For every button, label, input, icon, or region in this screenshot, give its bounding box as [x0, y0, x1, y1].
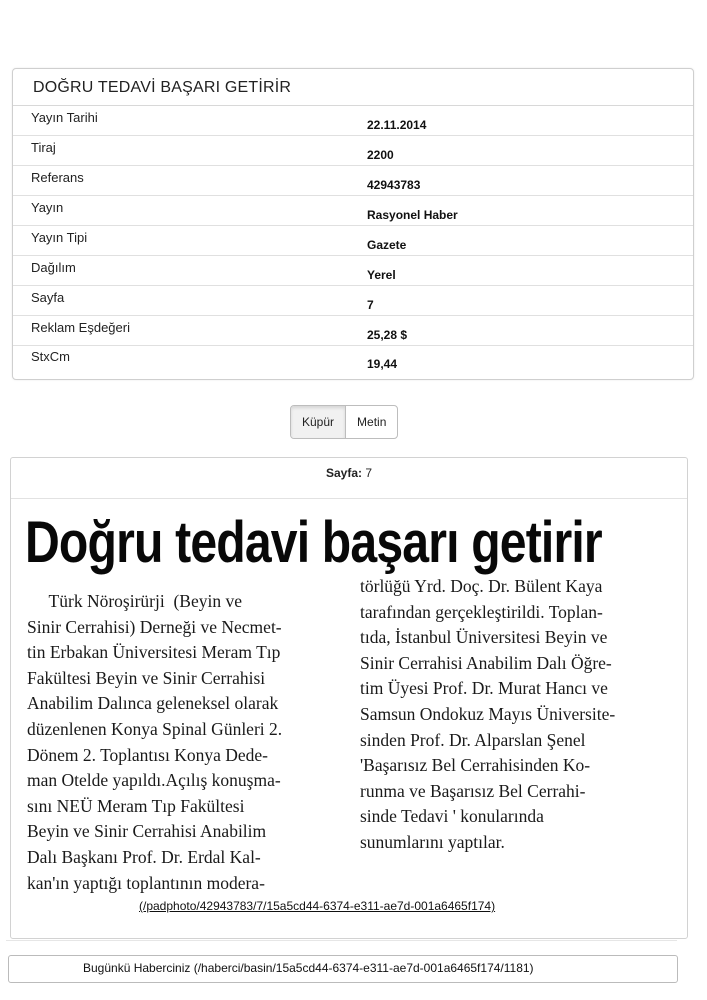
article-line: Türk Nöroşirürji (Beyin ve — [27, 591, 242, 611]
article-line: kan'ın yaptığı toplantının modera- — [27, 872, 265, 893]
footer-link[interactable]: Bugünkü Haberciniz (/haberci/basin/15a5cd44-6374-e311-ae7d-001a6465f174/1181) — [83, 961, 534, 975]
info-row-distribution — [13, 256, 693, 286]
info-row-stxcm — [13, 345, 693, 374]
article-line: Dalı Başkanı Prof. Dr. Erdal Kal- — [27, 846, 261, 867]
info-label: Yayın Tarihi — [31, 110, 98, 125]
info-row-reference — [13, 166, 693, 196]
article-line: tıda, İstanbul Üniversitesi Beyin ve — [360, 627, 608, 648]
article-line: tim Üyesi Prof. Dr. Murat Hancı ve — [360, 678, 608, 699]
article-column-2 — [360, 574, 670, 856]
info-value: Gazete — [367, 238, 407, 252]
article-line: Anabilim Dalınca geleneksel olarak — [27, 693, 279, 714]
article-line: törlüğü Yrd. Doç. Dr. Bülent Kaya — [360, 576, 603, 596]
footer-box — [8, 955, 678, 983]
article-line: düzenlenen Konya Spinal Günleri 2. — [27, 718, 283, 739]
article-line: Fakültesi Beyin ve Sinir Cerrahisi — [27, 667, 266, 688]
article-line: Sinir Cerrahisi) Derneği ve Necmet- — [27, 616, 282, 637]
article-line: tarafından gerçekleştirildi. Toplan- — [360, 601, 603, 622]
info-row-publication — [13, 196, 693, 226]
divider — [6, 940, 677, 941]
divider — [11, 498, 687, 499]
card-title: DOĞRU TEDAVİ BAŞARI GETİRİR — [33, 79, 292, 96]
info-row-ad-equivalent — [13, 316, 693, 346]
article-line: Beyin ve Sinir Cerrahisi Anabilim — [27, 821, 267, 842]
info-label: Yayın Tipi — [31, 230, 88, 245]
photo-link[interactable]: (/padphoto/42943783/7/15a5cd44-6374-e311-ae7d-001a6465f174) — [139, 899, 496, 913]
info-value: 42943783 — [367, 178, 421, 192]
tab-metin[interactable]: Metin — [357, 415, 387, 429]
info-row-page — [13, 286, 693, 316]
article-line: sunumlarını yaptılar. — [360, 831, 505, 852]
info-value: 2200 — [367, 148, 394, 162]
info-row-date — [13, 106, 693, 136]
info-value: 22.11.2014 — [367, 118, 427, 132]
article-line: tin Erbakan Üniversitesi Meram Tıp — [27, 642, 281, 663]
info-label: Tiraj — [31, 140, 56, 155]
info-label: Referans — [31, 170, 84, 185]
clipping-panel — [10, 457, 688, 939]
publication-info-card — [12, 68, 694, 380]
info-row-circulation — [13, 136, 693, 166]
info-label: Sayfa — [31, 290, 65, 305]
info-value: 7 — [367, 298, 374, 312]
info-value: Rasyonel Haber — [367, 208, 458, 222]
info-value: Yerel — [367, 268, 396, 282]
info-value: 19,44 — [367, 357, 398, 371]
article-line: 'Başarısız Bel Cerrahisinden Ko- — [360, 755, 591, 776]
clipping-headline: Doğru tedavi başarı getirir — [25, 510, 602, 575]
clipping-article — [27, 576, 677, 893]
article-line: man Otelde yapıldı.Açılış konuşma- — [27, 770, 281, 791]
article-line: Sinir Cerrahisi Anabilim Dalı Öğre- — [360, 652, 612, 673]
article-line: runma ve Başarısız Bel Cerrahi- — [360, 780, 586, 801]
info-label: Reklam Eşdeğeri — [31, 320, 130, 335]
info-label: Yayın — [31, 200, 64, 215]
info-value: 25,28 $ — [367, 328, 408, 342]
view-toggle — [290, 405, 398, 439]
info-label: StxCm — [31, 349, 70, 364]
info-row-publication-type — [13, 226, 693, 256]
info-label: Dağılım — [31, 260, 76, 275]
page-indicator — [11, 466, 687, 480]
article-line: Dönem 2. Toplantısı Konya Dede- — [27, 744, 268, 765]
article-line: sinde Tedavi ' konularında — [360, 806, 544, 827]
page-label: Sayfa: — [325, 466, 362, 480]
article-line: sinden Prof. Dr. Alparslan Şenel — [360, 729, 586, 750]
article-line: sını NEÜ Meram Tıp Fakültesi — [27, 795, 245, 816]
article-column-1 — [27, 589, 327, 896]
tab-kupur[interactable]: Küpür — [291, 406, 345, 438]
page-number: 7 — [365, 466, 373, 480]
article-line: Samsun Ondokuz Mayıs Üniversite- — [360, 703, 616, 724]
